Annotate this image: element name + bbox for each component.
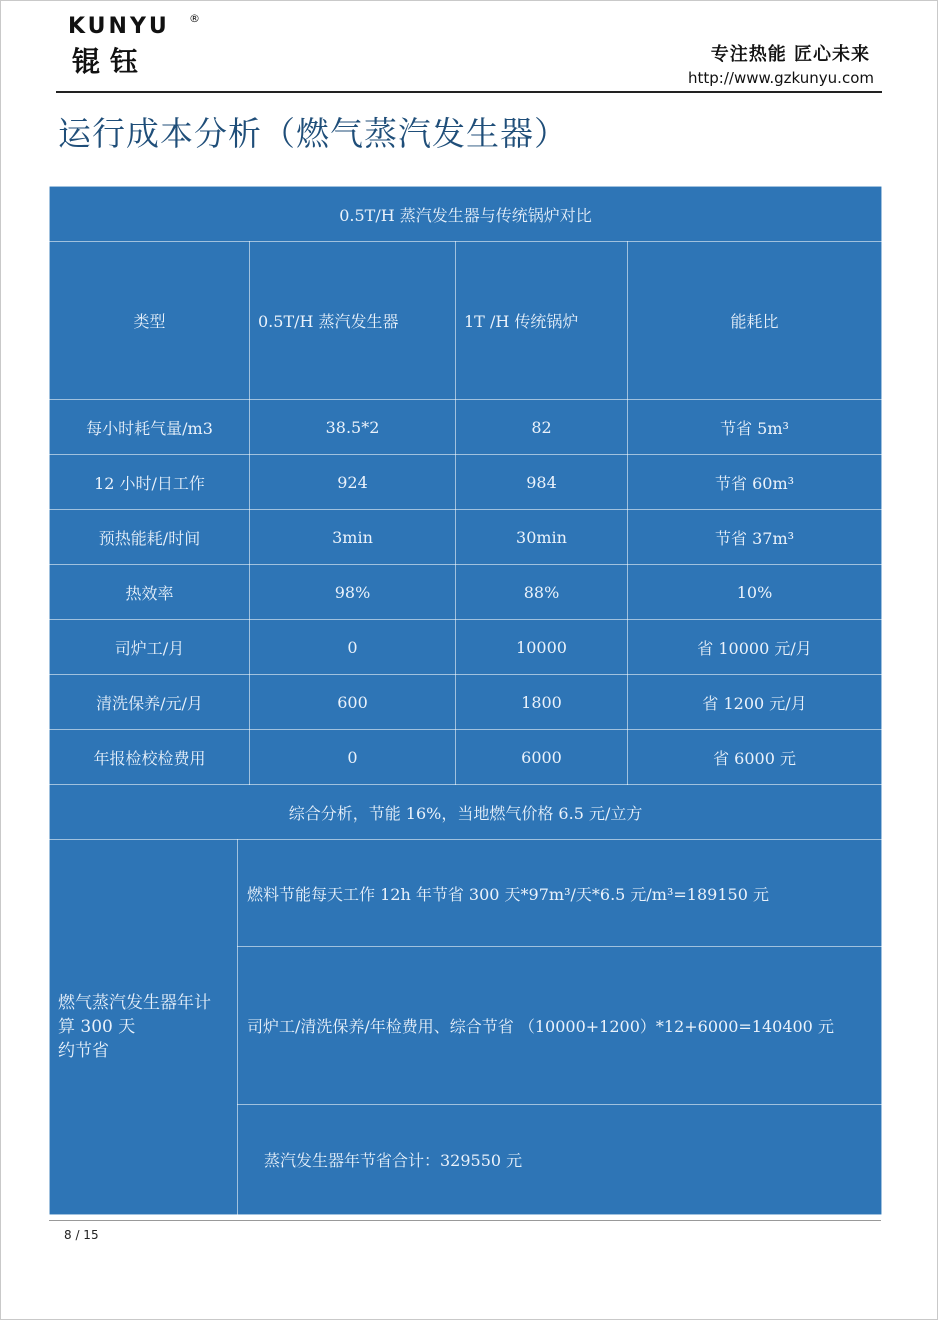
table-cell: 924 [250, 455, 456, 510]
table-cell: 节省 5m³ [628, 400, 882, 455]
cost-comparison-table [49, 186, 882, 1215]
table-cell: 30min [456, 510, 628, 565]
row-label: 年报检校检费用 [50, 730, 250, 785]
annual-savings-row [50, 840, 882, 947]
row-label: 清洗保养/元/月 [50, 675, 250, 730]
table-row [50, 565, 882, 620]
table-row [50, 400, 882, 455]
table-cell: 0 [250, 620, 456, 675]
table-cell: 984 [456, 455, 628, 510]
registered-mark: ® [189, 12, 200, 25]
page-number: 8 / 15 [64, 1228, 99, 1242]
table-caption: 0.5T/H 蒸汽发生器与传统锅炉对比 [50, 187, 882, 242]
column-header: 类型 [50, 242, 250, 400]
table-row [50, 730, 882, 785]
footer-divider [49, 1220, 881, 1221]
table-cell: 省 1200 元/月 [628, 675, 882, 730]
column-header: 0.5T/H 蒸汽发生器 [250, 242, 456, 400]
table-cell: 6000 [456, 730, 628, 785]
company-logo-chinese: 锟钰 [72, 45, 149, 78]
page-title: 运行成本分析（燃气蒸汽发生器） [58, 114, 568, 153]
column-header: 能耗比 [628, 242, 882, 400]
table-row [50, 510, 882, 565]
row-label: 每小时耗气量/m3 [50, 400, 250, 455]
table-cell: 600 [250, 675, 456, 730]
summary-row [50, 785, 882, 840]
table-cell: 38.5*2 [250, 400, 456, 455]
table-cell: 10000 [456, 620, 628, 675]
table-header-row [50, 242, 882, 400]
annual-savings-label [50, 840, 238, 1215]
table-cell: 节省 37m³ [628, 510, 882, 565]
header-divider [56, 91, 882, 93]
row-label: 热效率 [50, 565, 250, 620]
row-label: 预热能耗/时间 [50, 510, 250, 565]
table-cell: 0 [250, 730, 456, 785]
annual-label-line: 算 300 天 [58, 1017, 136, 1037]
table-row [50, 675, 882, 730]
table-cell: 10% [628, 565, 882, 620]
table-caption-row [50, 187, 882, 242]
table-cell: 3min [250, 510, 456, 565]
table-cell: 82 [456, 400, 628, 455]
fuel-savings-detail: 燃料节能每天工作 12h 年节省 300 天*97m³/天*6.5 元/m³=189150 元 [238, 840, 882, 947]
summary-text: 综合分析，节能 16%，当地燃气价格 6.5 元/立方 [50, 785, 882, 840]
table-cell: 98% [250, 565, 456, 620]
column-header: 1T /H 传统锅炉 [456, 242, 628, 400]
table-row [50, 455, 882, 510]
table-row [50, 620, 882, 675]
labor-savings-detail: 司炉工/清洗保养/年检费用、综合节省 （10000+1200）*12+6000=140400 元 [238, 947, 882, 1105]
total-savings-detail: 蒸汽发生器年节省合计：329550 元 [238, 1105, 882, 1215]
table-cell: 节省 60m³ [628, 455, 882, 510]
company-logo: KUNYU [68, 14, 170, 39]
company-slogan: 专注热能 匠心未来 [710, 44, 870, 65]
table-cell: 88% [456, 565, 628, 620]
row-label: 12 小时/日工作 [50, 455, 250, 510]
company-website: http://www.gzkunyu.com [688, 69, 874, 87]
annual-label-line: 约节省 [58, 1041, 109, 1061]
table-cell: 1800 [456, 675, 628, 730]
table-cell: 省 10000 元/月 [628, 620, 882, 675]
annual-label-line: 燃气蒸汽发生器年计 [58, 993, 211, 1013]
row-label: 司炉工/月 [50, 620, 250, 675]
table-cell: 省 6000 元 [628, 730, 882, 785]
